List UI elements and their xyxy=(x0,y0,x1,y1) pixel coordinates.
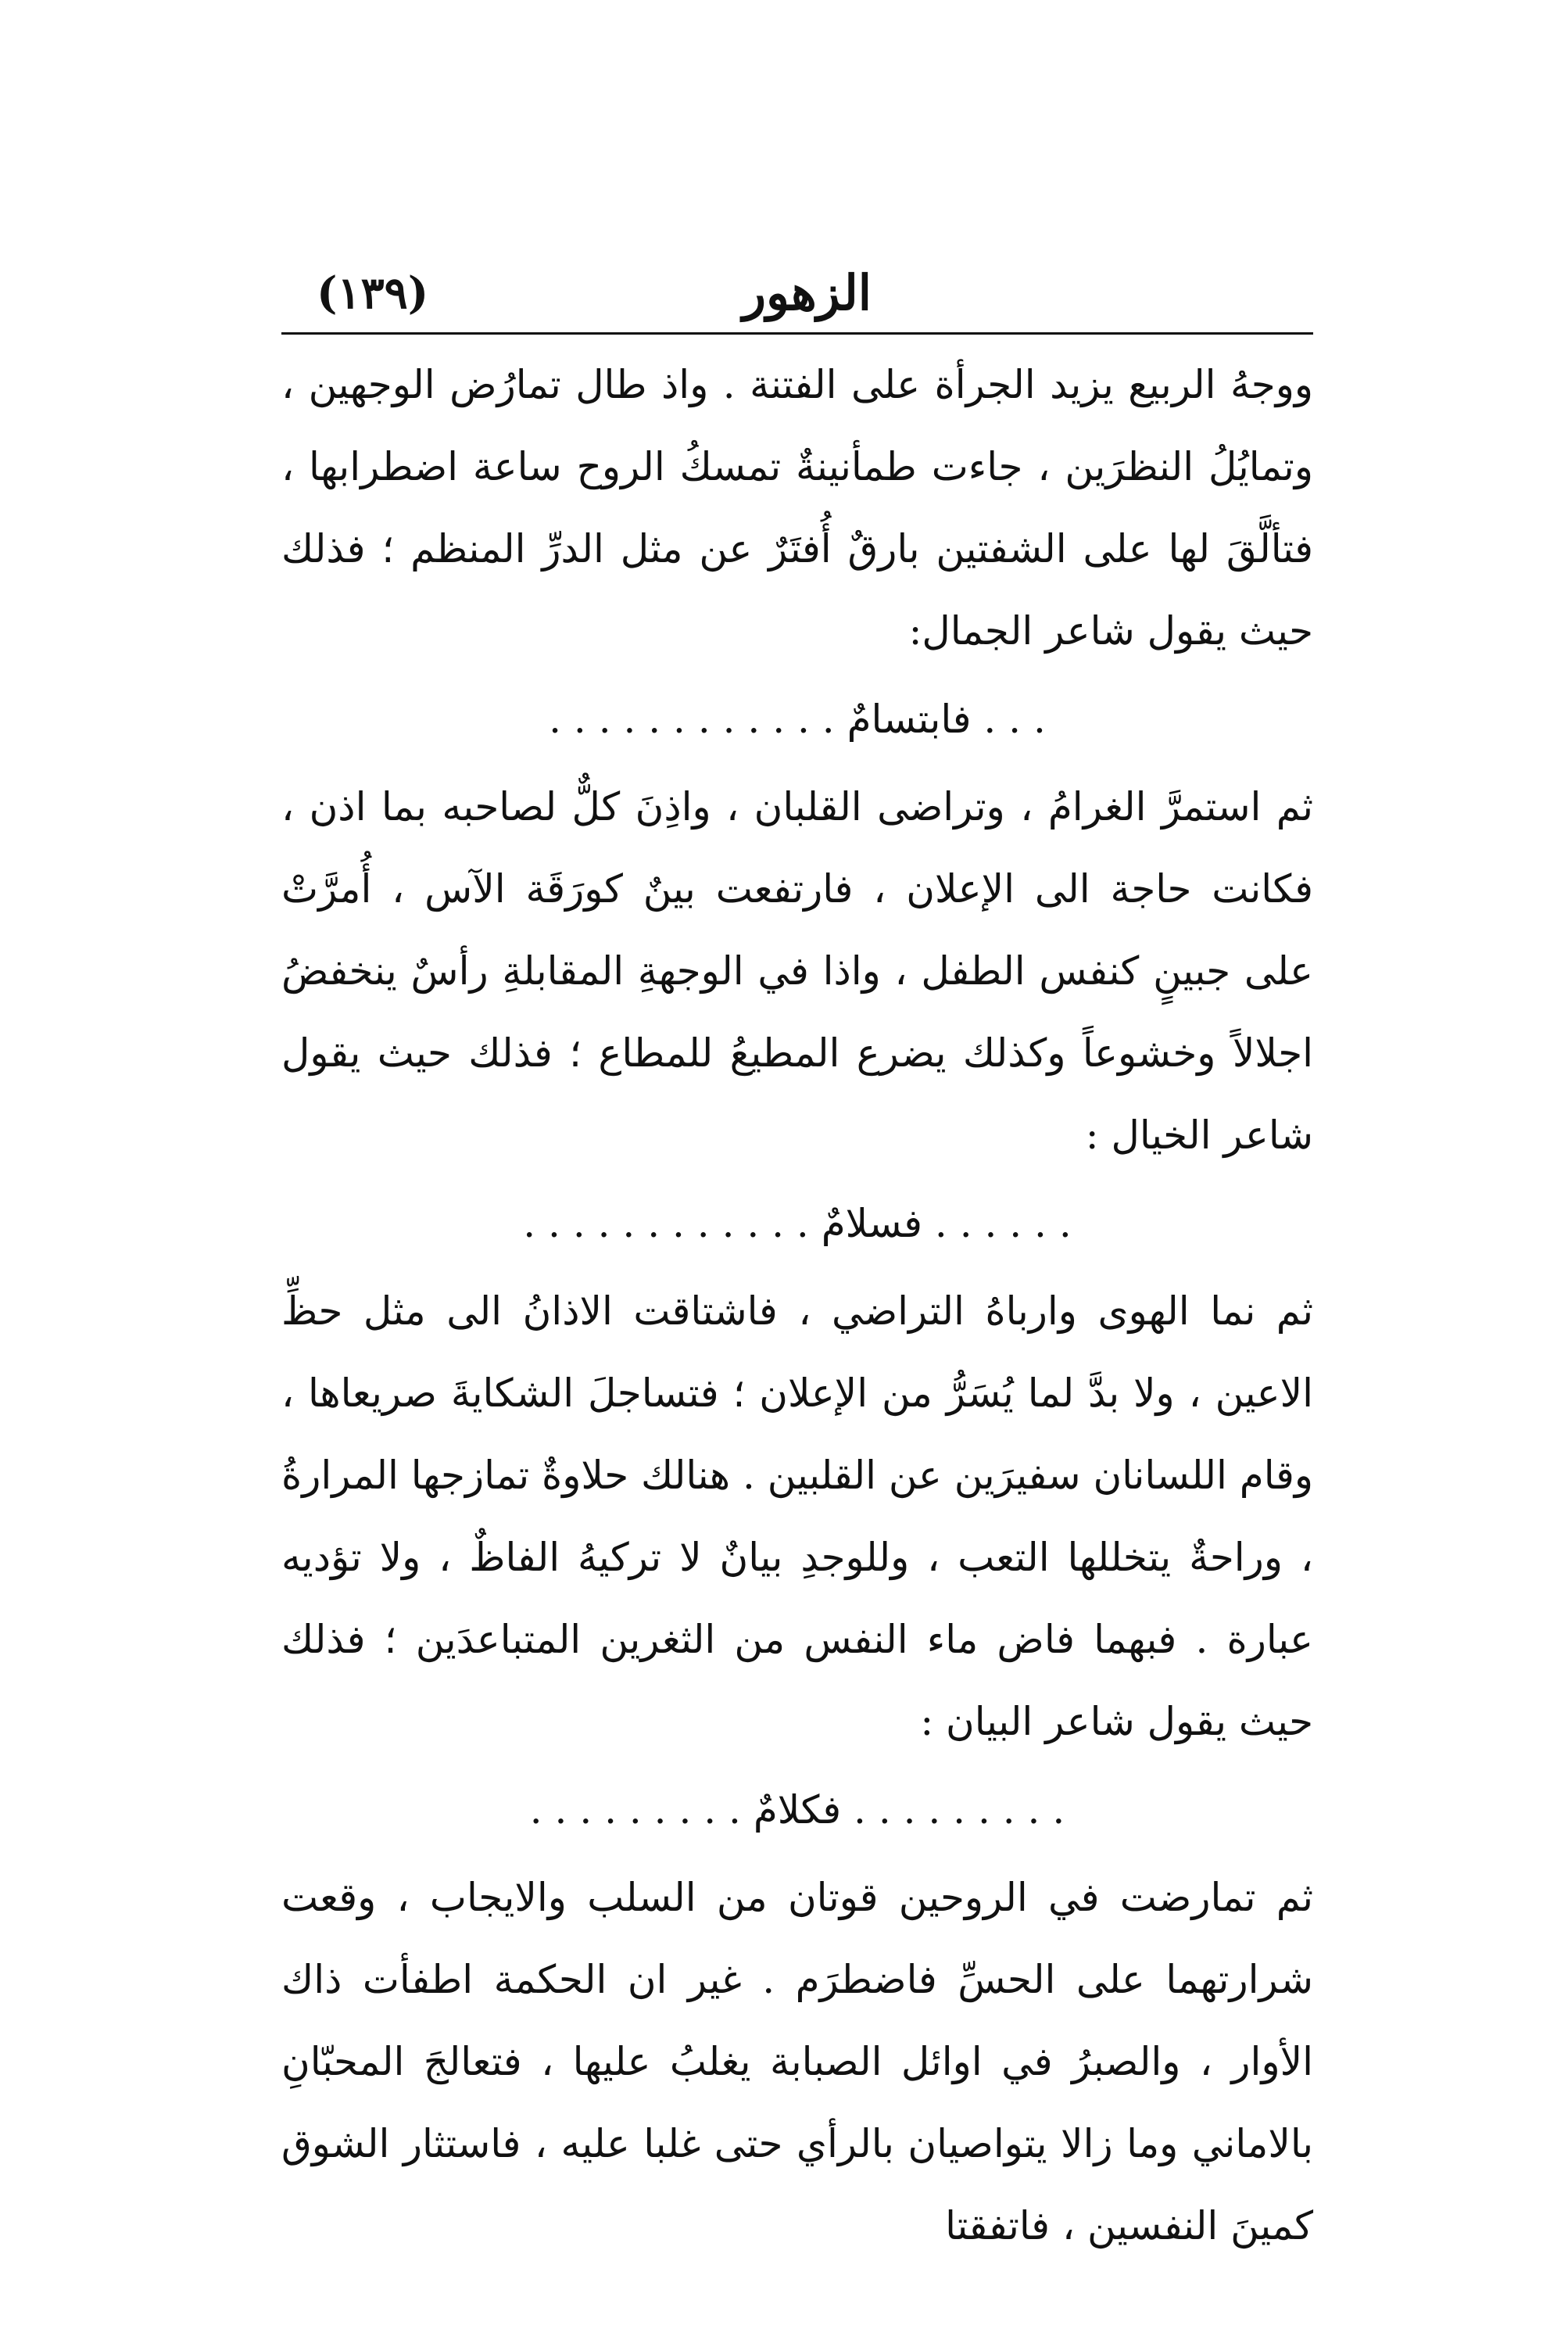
verse-line: . . . فابتسامٌ . . . . . . . . . . . . xyxy=(549,697,1046,742)
running-title: الزهور xyxy=(743,264,872,321)
paragraph: ووجهُ الربيع يزيد الجرأة على الفتنة . واذ طال تمارُض الوجهين ، وتمايُلُ النظرَين ، جاءت طمأنينةٌ تمسكُ الروح ساعة اضطرابها ، فتألَّقَ لها على الشفتين بارقٌ أُفتَرٌ عن مثل الدرِّ المنظم ؛ فذلك حيث يقول شاعر الجمال: xyxy=(281,362,1313,654)
verse-line: . . . . . . فسلامٌ . . . . . . . . . . . . xyxy=(523,1201,1072,1246)
page-header xyxy=(281,254,1313,332)
paragraph: ثم استمرَّ الغرامُ ، وتراضى القلبان ، واذِنَ كلٌّ لصاحبه بما اذن ، فكانت حاجة الى الإعلان ، فارتفعت بينٌ كورَقَة الآس ، أُمرَّتْ على جبينٍ كنفس الطفل ، واذا في الوجهةِ المقابلةِ رأسٌ ينخفضُ اجلالاً وخشوعاً وكذلك يضرع المطيعُ للمطاع ؛ فذلك حيث يقول شاعر الخيال : xyxy=(281,784,1313,1158)
body-text xyxy=(281,344,1313,2267)
paragraph: ثم تمارضت في الروحين قوتان من السلب والايجاب ، وقعت شرارتهما على الحسِّ فاضطرَم . غير ان الحكمة اطفأت ذاك الأوار ، والصبرُ في اوائل الصبابة يغلبُ عليها ، فتعالجَ المحبّانِ بالاماني وما زالا يتواصيان بالرأي حتى غلبا عليه ، فاستثار الشوق كمينَ النفسين ، فاتفقتا xyxy=(281,1875,1313,2248)
header-rule xyxy=(281,332,1313,335)
paragraph: ثم نما الهوى وارباهُ التراضي ، فاشتاقت الاذانُ الى مثل حظِّ الاعين ، ولا بدَّ لما يُسَرُّ من الإعلان ؛ فتساجلَ الشكايةَ صريعاها ، وقام اللسانان سفيرَين عن القلبين . هنالك حلاوةٌ تمازجها المرارةُ ، وراحةٌ يتخللها التعب ، وللوجدِ بيانٌ لا تركيهُ الفاظٌ ، ولا تؤديه عبارة . فبهما فاض ماء النفس من الثغرين المتباعدَين ؛ فذلك حيث يقول شاعر البيان : xyxy=(281,1288,1313,1744)
page-number: (١٣٩) xyxy=(317,267,429,319)
verse-line: . . . . . . . . . فكلامٌ . . . . . . . . . xyxy=(529,1787,1065,1833)
